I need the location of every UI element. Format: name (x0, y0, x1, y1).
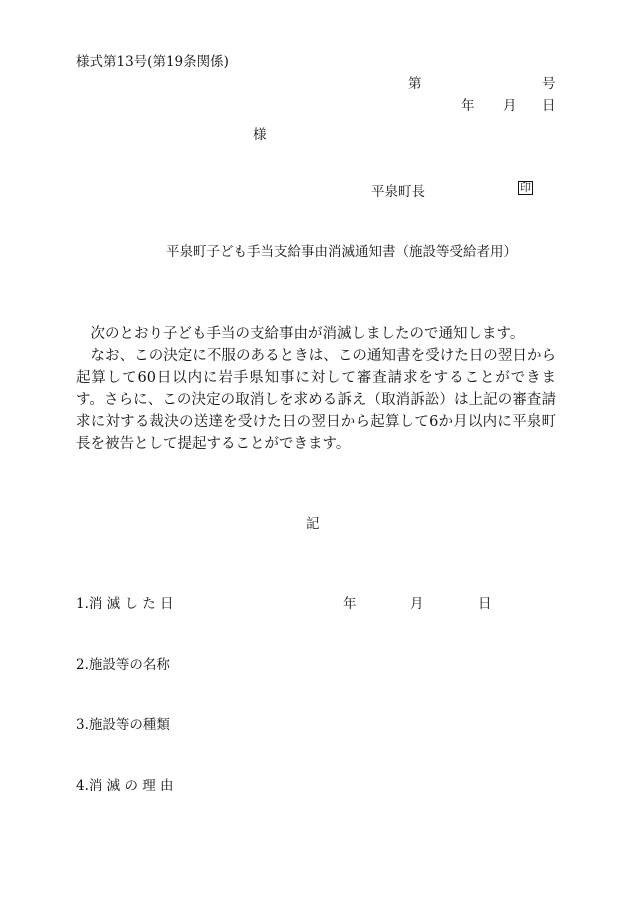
body-paragraph-2: なお、この決定に不服のあるときは、この通知書を受けた日の翌日から起算して60日以内に岩手県知事に対して審査請求をすることができます。さらに、この決定の取消しを求める訴え（取消訴訟）は上記の審査請求に対する裁決の送達を受けた日の翌日から起算して6か月以内に平泉町長を被告として提起することができます。 (76, 348, 556, 452)
doc-number-go: 号 (542, 76, 556, 92)
seal-icon: 印 (520, 181, 531, 194)
body-paragraph-1: 次のとおり子ども手当の支給事由が消滅しましたので通知します。 (90, 326, 525, 342)
body-text (76, 323, 556, 455)
item-1-year: 年 (343, 596, 357, 612)
item-1-month: 月 (410, 596, 424, 612)
document-title: 平泉町子ども手当支給事由消滅通知書（施設等受給者用） (166, 244, 517, 260)
addressee-sama: 様 (253, 127, 267, 143)
ki-heading: 記 (306, 516, 320, 532)
sender-name: 平泉町長 (371, 184, 425, 200)
item-label-1: 1.消 滅 し た 日 (76, 596, 174, 612)
seal-mark (516, 179, 533, 195)
date-month: 月 (503, 98, 517, 114)
item-1-day: 日 (478, 596, 492, 612)
doc-number-dai: 第 (408, 76, 422, 92)
date-day: 日 (542, 98, 556, 114)
item-label-4: 4.消 滅 の 理 由 (76, 778, 174, 794)
item-label-3: 3.施設等の種類 (76, 717, 170, 733)
form-number: 様式第13号(第19条関係) (76, 54, 229, 70)
item-label-2: 2.施設等の名称 (76, 657, 170, 673)
date-year: 年 (461, 98, 475, 114)
